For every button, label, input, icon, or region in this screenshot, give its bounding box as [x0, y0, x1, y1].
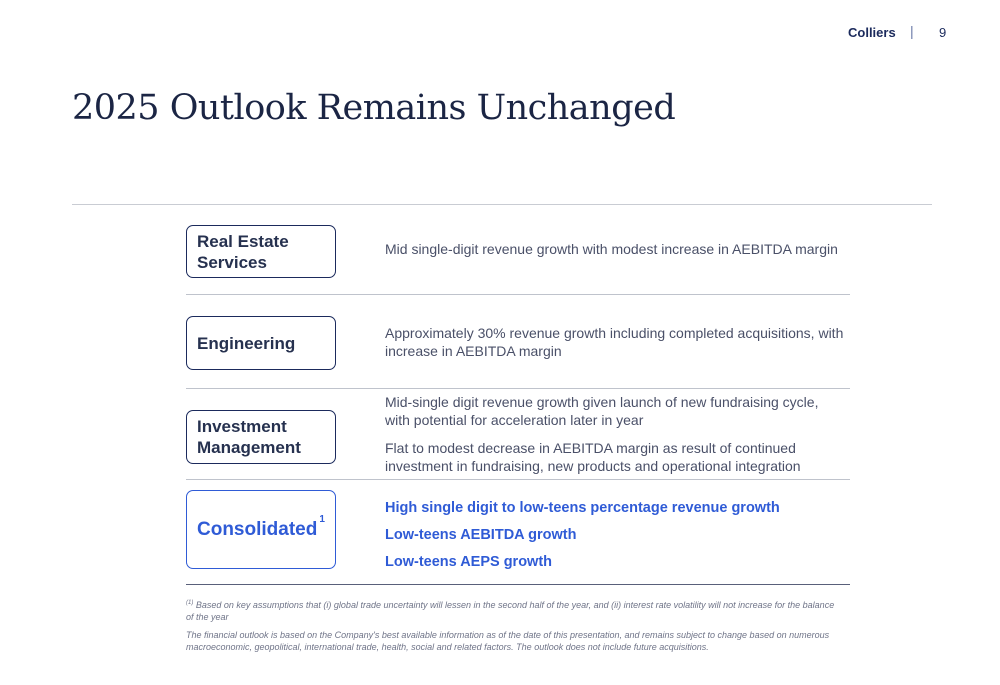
consolidated-line-aeps: Low-teens AEPS growth [385, 554, 553, 570]
row-divider [186, 294, 850, 295]
header-separator: | [910, 23, 914, 39]
footnote-text: Based on key assumptions that (i) global trade uncertainty will lessen in the second half of the year, and (ii) interest rate volatility will not increase for the balance of the year [186, 600, 835, 622]
segment-name: Real Estate [197, 231, 289, 251]
footnote-assumptions [186, 597, 836, 623]
row-divider [186, 388, 850, 389]
bottom-divider [186, 584, 850, 585]
segment-description-investment-management-1: Mid-single digit revenue growth given launch of new fundraising cycle, with potential for acceleration later in year [385, 394, 819, 428]
consolidated-line-aebitda: Low-teens AEBITDA growth [385, 527, 577, 543]
page-title: 2025 Outlook Remains Unchanged [72, 88, 676, 128]
segment-name-consolidated: Consolidated [197, 519, 318, 540]
segment-box-consolidated [186, 490, 336, 569]
row-divider [186, 479, 850, 480]
footnote-marker: (1) [186, 600, 194, 606]
segment-box-real-estate-services [186, 225, 336, 278]
header-brand: Colliers [848, 25, 896, 40]
segment-description-investment-management-2: Flat to modest decrease in AEBITDA margin as result of continued investment in fundraising, new products and operational integration [385, 440, 801, 474]
consolidated-line-revenue: High single digit to low-teens percentage revenue growth [385, 500, 780, 516]
segment-box-investment-management [186, 410, 336, 464]
footnote-disclaimer: The financial outlook is based on the Company's best available information as of the date of this presentation, and remains subject to change based on numerous macroeconomic, geopolitical, international trade, health, social and related factors. The outlook does not include future acquisitions. [186, 630, 830, 652]
segment-name: Management [197, 438, 301, 457]
title-divider [72, 204, 932, 205]
segment-description-engineering: Approximately 30% revenue growth including completed acquisitions, with increase in AEBITDA margin [385, 325, 844, 359]
footnote-marker: 1 [319, 514, 325, 525]
segment-box-engineering [186, 316, 336, 370]
segment-name: Investment [197, 417, 287, 436]
segment-description-real-estate-services: Mid single-digit revenue growth with modest increase in AEBITDA margin [385, 241, 838, 257]
segment-name: Services [197, 252, 267, 272]
segment-name: Engineering [197, 333, 296, 353]
page-number: 9 [939, 25, 947, 40]
